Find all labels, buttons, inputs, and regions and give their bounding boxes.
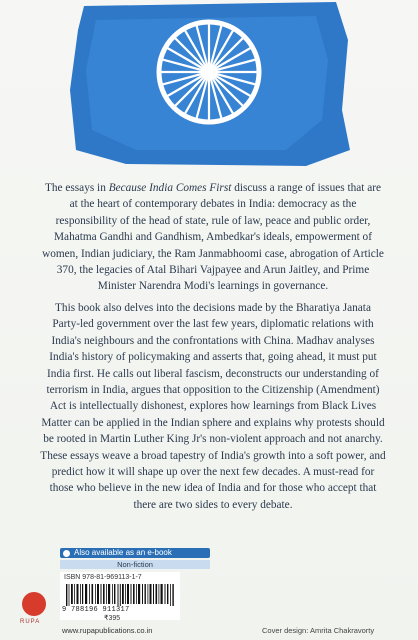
blurb-paragraph-1 [40, 180, 386, 295]
ebook-icon [63, 550, 70, 557]
price: ₹395 [104, 615, 121, 622]
chakra-wheel-icon [159, 22, 259, 122]
cover-credit: Cover design: Amrita Chakravorty [262, 626, 375, 635]
rupa-logo [22, 592, 46, 616]
ashoka-chakra-splash [66, 0, 352, 168]
publisher-name: RUPA [20, 619, 41, 625]
genre-label: Non-fiction [60, 560, 210, 569]
barcode-icon [66, 584, 174, 606]
barcode-number: 9 788196 911317 [62, 606, 130, 614]
ebook-label: Also available as an e-book [74, 548, 172, 557]
isbn-text: ISBN 978-81-969113-1-7 [64, 574, 142, 581]
blurb-rest: discuss a range of issues that are at the heart of contemporary debates in India: democracy as the responsibility of the head of state, rule of law, peace and public order, Mahatma Gandhi and Gandhism, Ambedkar's ideals, empowerment of women, Indian judiciary, the Ram Janmabhoomi case, abrogation of Article 370, the legacies of Atal Bihari Vajpayee and Arun Jaitley, and Prime Minister Narendra Modi's learnings in governance. [42, 182, 384, 293]
book-title: Because India Comes First [108, 182, 232, 194]
publisher-website: www.rupapublications.co.in [62, 626, 153, 635]
ebook-badge [60, 548, 210, 558]
blurb-paragraph-2: This book also delves into the decisions made by the Bharatiya Janata Party-led government over the last few years, diplomatic relations with India's neighbours and the confrontations with China. Madhav analyses India's history of policymaking and asserts that, going ahead, it must put India first. He calls out liberal fascism, deconstructs our understanding of terrorism in India, argues that opposition to the Citizenship (Amendment) Act is intellectually dishonest, explores how learnings from Black Lives Matter can be applied in the Indian sphere and explains why protests should be rooted in Martin Luther King Jr's non-violent approach and not anarchy. These essays weave a broad tapestry of India's growth into a soft power, and predict how it will shape up over the next few decades. A must-read for those who believe in the new idea of India and for those who accept that there are two sides to every debate. [40, 302, 386, 511]
blurb-lead: The essays in [44, 182, 109, 194]
